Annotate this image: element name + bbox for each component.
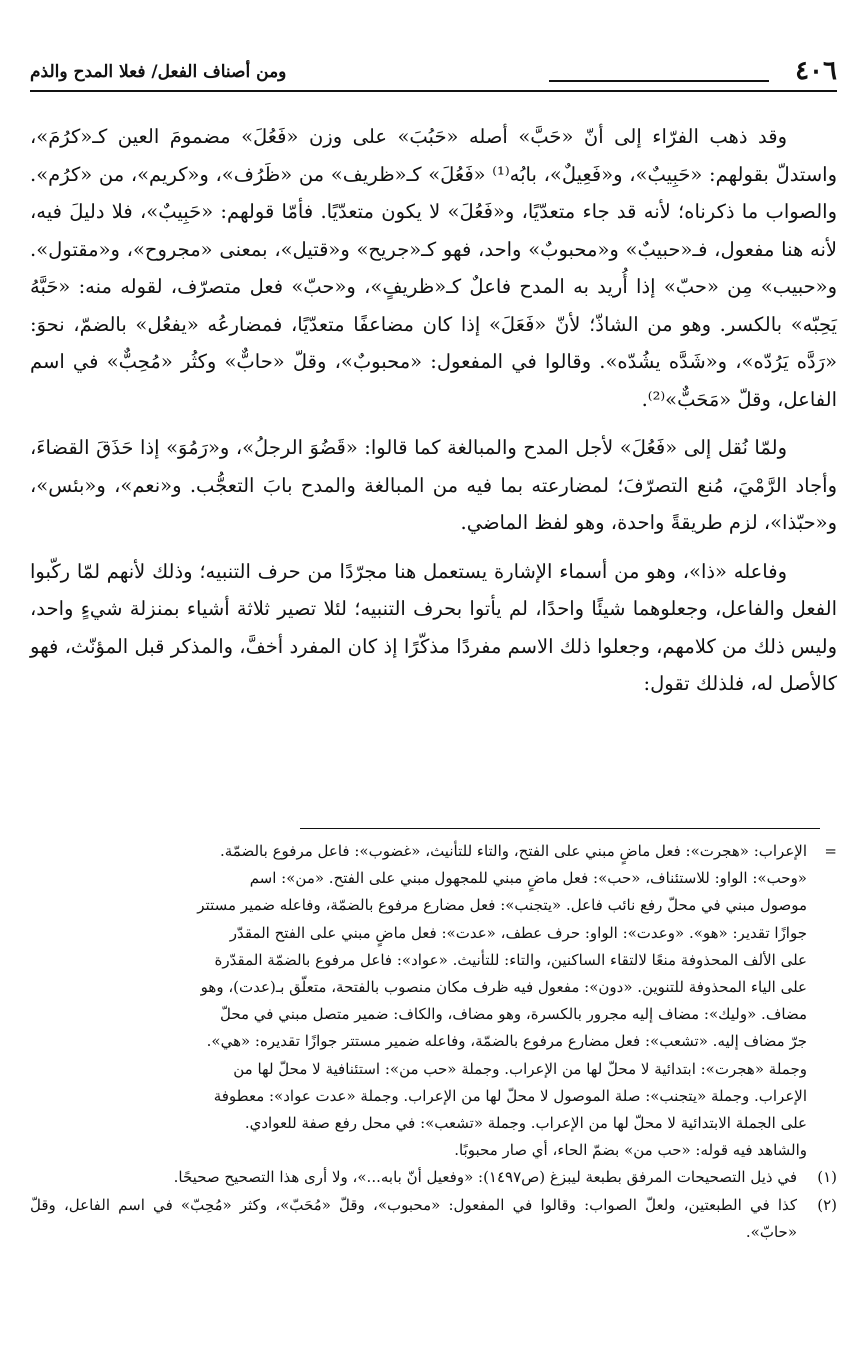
footnote-text: في ذيل التصحيحات المرفق بطبعة ليبزغ (ص١٤٩٧): «وفعيل أنّ بابه...»، ولا أرى هذا التصحيح صحيحًا. bbox=[173, 1168, 797, 1187]
footnote-number: (١) bbox=[817, 1168, 837, 1187]
footnote-2 bbox=[30, 1192, 837, 1246]
page-number: ٤٠٦ bbox=[795, 56, 837, 86]
irab-line: وجملة «هجرت»: ابتدائية لا محلّ لها من الإعراب. وجملة «حب من»: استئنافية لا محلّ لها من bbox=[233, 1059, 807, 1078]
irab-line: جرّ مضاف إليه. «تشعب»: فعل مضارع مرفوع بالضمّة، وفاعله ضمير مستتر جوازًا تقديره: «هي». bbox=[206, 1032, 807, 1051]
irab-text bbox=[30, 838, 807, 1164]
irab-line: الإعراب: «هجرت»: فعل ماضٍ مبني على الفتح، والتاء للتأنيث، «غضوب»: فاعل مرفوع بالضمّة. bbox=[220, 842, 807, 860]
irab-line: الإعراب. وجملة «يتجنب»: صلة الموصول لا محلّ لها من الإعراب. وجملة «عدت عواد»: معطوفة bbox=[213, 1086, 807, 1105]
running-title: ومن أصناف الفعل/ فعلا المدح والذم bbox=[30, 62, 287, 82]
irab-line: على الياء المحذوفة للتنوين. «دون»: مفعول فيه ظرف مكان منصوب بالفتحة، متعلّق بـ(عدت)، وهو bbox=[200, 978, 807, 997]
footnote-number: (٢) bbox=[817, 1195, 837, 1214]
irab-line: مضاف. «وليك»: مضاف إليه مجرور بالكسرة، وهو مضاف، والكاف: ضمير متصل مبني في محلّ bbox=[219, 1005, 807, 1024]
irab-line: «وحب»: الواو: للاستئناف، «حب»: فعل ماضٍ مبني للمجهول مبني على الفتح. «من»: اسم bbox=[249, 869, 807, 888]
irab-line: على الألف المحذوفة منعًا لالتقاء الساكنين، والتاء: للتأنيث. «عواد»: فاعل مرفوع بالضمّة المقدّرة bbox=[214, 950, 807, 969]
footnotes-area bbox=[30, 838, 837, 1246]
paragraph-1: وقد ذهب الفرّاء إلى أنّ «حَبَّ» أصله «حَبُبَ» على وزن «فَعُلَ» مضمومَ العين كـ«كرُمَ»، واستدلّ بقولهم: «حَبِيبٌ»، و«فَعِيلٌ»، بابُه⁽¹⁾ «فَعُلَ» كـ«ظريف» من «ظَرُف»، و«كريم»، من «كرُم». والصواب ما ذكرناه؛ لأنه قد جاء متعدّيًا، و«فَعُلَ» لا يكون متعدّيًا. فأمّا قولهم: «حَبِيبٌ»، فلا دليلَ فيه، لأنه هنا مفعول، فـ«حبيبٌ» و«محبوبٌ» واحد، فهو كـ«جريح» و«قتيل»، بمعنى «مجروح»، و«مقتول». و«حبيب» مِن «حبّ» إذا أُريد به المدح فاعلٌ كـ«ظريفٍ»، و«حبّ» فعل متصرّف، لقوله منه: «حَبَّهُ يَحِبّه» بالكسر. وهو من الشاذّ؛ لأنّ «فَعَلَ» إذا كان مضاعفًا متعدّيًا، فمضارعُه «يفعُل» بالضمّ، نحوَ: «رَدَّه يَرُدّه»، و«شَدَّه يشُدّه». وقالوا في المفعول: «محبوبٌ»، وقلّ «حابٌّ» وكثُر «مُحِبٌّ» في اسم الفاعل، وقلّ «مَحَبٌّ»⁽²⁾. bbox=[30, 125, 837, 411]
page-header bbox=[30, 54, 837, 92]
irab-line: جوازًا تقدير: «هو». «وعدت»: الواو: حرف عطف، «عدت»: فعل ماضٍ مبني على الفتح المقدّر bbox=[229, 923, 807, 942]
footnote-1 bbox=[30, 1164, 837, 1191]
paragraph-3: وفاعله «ذا»، وهو من أسماء الإشارة يستعمل هنا مجرّدًا من حرف التنبيه؛ وذلك لأنهم لمّا ركّبوا الفعل والفاعل، وجعلوهما شيئًا واحدًا، لم يأتوا بحرف التنبيه؛ لئلا تصير ثلاثة أشياء بمنزلة شيءٍ واحد، وليس ذلك من كلامهم، وجعلوا ذلك الاسم مفردًا مذكّرًا إذ كان المفرد أخفَّ، والمذكر قبل المؤنّث، فهو كالأصل له، فلذلك تقول: bbox=[30, 559, 837, 695]
paragraph-2: ولمّا نُقل إلى «فَعُلَ» لأجل المدح والمبالغة كما قالوا: «قَضُوَ الرجلُ»، و«رَمُوَ» إذا حَذَقَ القضاءَ، وأجاد الرَّمْيَ، مُنع التصرّفَ؛ لمضارعته بما فيه من المبالغة والمدح بابَ التعجُّب. و«نعم»، و«بئس»، و«حبّذا»، لزم طريقةً واحدة، وهو لفظ الماضي. bbox=[30, 436, 837, 534]
header-filler-line bbox=[549, 80, 769, 82]
footnote-separator bbox=[300, 828, 820, 829]
irab-continuation-mark: = bbox=[824, 842, 837, 860]
irab-line: موصول مبني في محلّ رفع نائب فاعل. «يتجنب»: فعل مضارع مرفوع بالضمّة، وفاعله ضمير مستتر bbox=[197, 896, 807, 915]
irab-note bbox=[30, 838, 837, 1164]
irab-line: على الجملة الابتدائية لا محلّ لها من الإعراب. وجملة «تشعب»: في محل رفع صفة للعوادي. bbox=[244, 1114, 807, 1133]
footnote-text: كذا في الطبعتين، ولعلّ الصواب: وقالوا في المفعول: «محبوب»، وقلّ «مُحَبّ»، وكثر «مُحِبّ» في اسم الفاعل، وقلّ «حابّ». bbox=[30, 1195, 797, 1241]
irab-line: والشاهد فيه قوله: «حب من» بضمّ الحاء، أي صار محبوبًا. bbox=[454, 1141, 807, 1160]
main-text bbox=[30, 118, 837, 714]
